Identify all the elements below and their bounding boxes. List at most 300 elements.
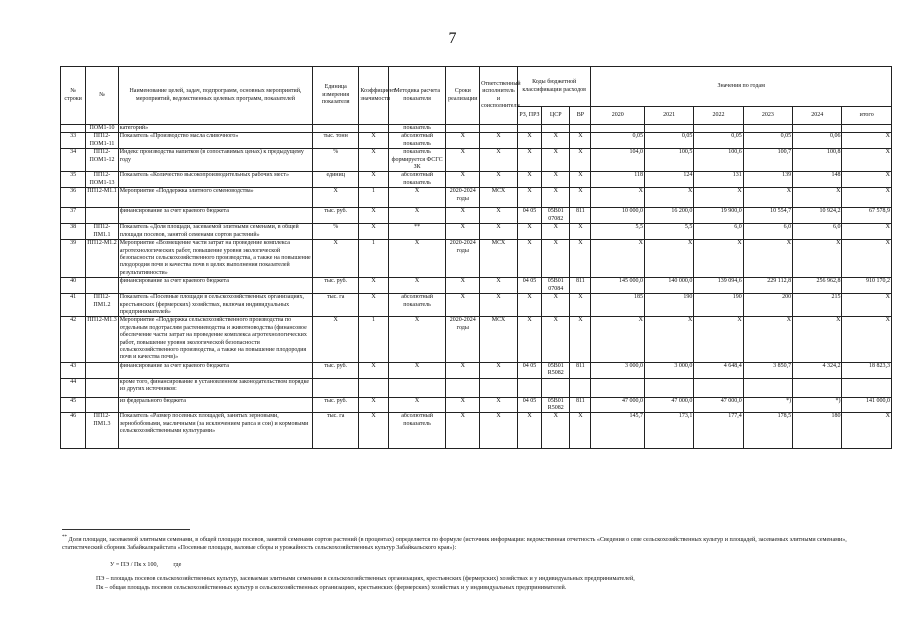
row-vr: X [570, 317, 591, 362]
row-unit: % [313, 149, 359, 172]
row-method: абсолютный показатель [388, 294, 446, 317]
row-csr: 05В01 R5082 [542, 397, 570, 413]
row-csr: 05В01 07084 [542, 278, 570, 294]
row-total: 910 170,2 [842, 278, 892, 294]
row-year-value: 215 [793, 294, 842, 317]
row-year-value: 178,5 [743, 413, 792, 449]
row-method: X [388, 240, 446, 278]
row-code: ПП12-ПМ1.1 [86, 224, 119, 240]
row-csr: X [542, 317, 570, 362]
row-year-value: 5,5 [591, 224, 645, 240]
table-row [61, 378, 892, 397]
row-total [842, 378, 892, 397]
row-rz: X [517, 172, 541, 188]
row-vr [570, 378, 591, 397]
row-method: абсолютный показатель [388, 413, 446, 449]
row-name: Мероприятие «Поддержка элитного семеноводства» [118, 188, 312, 208]
row-year-value: 190 [694, 294, 743, 317]
table-row [61, 172, 892, 188]
row-year-value: X [591, 188, 645, 208]
row-method: показатель [388, 125, 446, 133]
row-csr [542, 378, 570, 397]
row-unit: тыс. руб. [313, 208, 359, 224]
row-terms: X [446, 362, 480, 378]
table-row [61, 317, 892, 362]
row-vr: 811 [570, 208, 591, 224]
row-code: ПП12-ПОМ1-11 [86, 133, 119, 149]
row-year-value: 190 [645, 294, 694, 317]
row-vr: X [570, 133, 591, 149]
row-year-value [591, 378, 645, 397]
row-year-value [591, 125, 645, 133]
row-rz: X [517, 133, 541, 149]
row-terms: 2020-2024 годы [446, 317, 480, 362]
row-vr: X [570, 172, 591, 188]
row-year-value: X [645, 317, 694, 362]
footnote-separator [62, 529, 190, 530]
table-row [61, 278, 892, 294]
row-year-value: *) [743, 397, 792, 413]
row-year-value: 118 [591, 172, 645, 188]
row-name: финансирование за счет краевого бюджета [118, 208, 312, 224]
row-rz [517, 125, 541, 133]
row-csr: X [542, 172, 570, 188]
header-total: итого [842, 107, 892, 125]
row-terms: X [446, 294, 480, 317]
row-year-value [743, 378, 792, 397]
row-unit: X [313, 240, 359, 278]
footnote-mark: ** [62, 535, 67, 540]
table-row [61, 294, 892, 317]
row-year-value [645, 378, 694, 397]
row-year-value: 131 [694, 172, 743, 188]
row-responsible: МСХ [480, 317, 518, 362]
row-method: абсолютный показатель [388, 133, 446, 149]
row-vr: 811 [570, 397, 591, 413]
row-year-value: 6,0 [793, 224, 842, 240]
row-unit: тыс. га [313, 413, 359, 449]
row-terms: 2020-2024 годы [446, 240, 480, 278]
row-csr: X [542, 294, 570, 317]
row-rz: 04 05 [517, 397, 541, 413]
row-number: 34 [61, 149, 86, 172]
row-year-value: 104,0 [591, 149, 645, 172]
row-code: ПОМ1-10 [86, 125, 119, 133]
header-year: 2021 [645, 107, 694, 125]
row-year-value: X [743, 240, 792, 278]
row-year-value: 124 [645, 172, 694, 188]
header-responsible: Ответственный исполнитель и соисполнители [480, 67, 518, 125]
row-code: ПП12-ПМ1.2 [86, 294, 119, 317]
row-unit [313, 378, 359, 397]
row-responsible: X [480, 172, 518, 188]
row-total: X [842, 224, 892, 240]
row-code: ПП12-ПОМ1-13 [86, 172, 119, 188]
row-method: X [388, 362, 446, 378]
row-vr: 811 [570, 278, 591, 294]
row-method: X [388, 397, 446, 413]
row-rz: X [517, 294, 541, 317]
row-year-value: 4 648,4 [694, 362, 743, 378]
row-number: 36 [61, 188, 86, 208]
header-rownum: № строки [61, 67, 86, 125]
row-year-value: 6,0 [694, 224, 743, 240]
row-number: 43 [61, 362, 86, 378]
row-terms: 2020-2024 годы [446, 188, 480, 208]
row-rz: 04 05 [517, 208, 541, 224]
row-method: показатель формируется ФСГС ЗК [388, 149, 446, 172]
row-rz: X [517, 149, 541, 172]
row-rz: X [517, 240, 541, 278]
row-total: 18 823,3 [842, 362, 892, 378]
footnote-formula-where: где [173, 562, 182, 568]
row-year-value: 100,6 [694, 149, 743, 172]
row-rz: X [517, 413, 541, 449]
row-csr [542, 125, 570, 133]
row-vr: X [570, 240, 591, 278]
row-vr: X [570, 294, 591, 317]
row-year-value: 100,5 [645, 149, 694, 172]
row-name: категорий» [118, 125, 312, 133]
row-coefficient: X [359, 413, 388, 449]
row-total: X [842, 133, 892, 149]
table-row [61, 224, 892, 240]
row-year-value: X [793, 240, 842, 278]
row-code: ПП12-М1.3 [86, 317, 119, 362]
row-unit: тыс. тонн [313, 133, 359, 149]
row-number: 46 [61, 413, 86, 449]
table-row [61, 188, 892, 208]
row-year-value: 100,8 [793, 149, 842, 172]
row-total: X [842, 149, 892, 172]
row-year-value: 5,5 [645, 224, 694, 240]
row-year-value [645, 125, 694, 133]
row-coefficient: X [359, 294, 388, 317]
row-year-value: 200 [743, 294, 792, 317]
row-csr: X [542, 133, 570, 149]
row-total: X [842, 188, 892, 208]
row-method: абсолютный показатель [388, 172, 446, 188]
row-code [86, 397, 119, 413]
indicators-table [60, 66, 892, 449]
row-year-value: 47 000,0 [591, 397, 645, 413]
row-number: 35 [61, 172, 86, 188]
row-total: X [842, 317, 892, 362]
row-rz: X [517, 224, 541, 240]
row-year-value: 185 [591, 294, 645, 317]
row-year-value: 177,4 [694, 413, 743, 449]
row-coefficient: 1 [359, 240, 388, 278]
row-coefficient: X [359, 397, 388, 413]
row-total: 67 578,9 [842, 208, 892, 224]
row-unit: % [313, 224, 359, 240]
row-rz: X [517, 317, 541, 362]
row-coefficient: 1 [359, 317, 388, 362]
row-year-value: 3 000,0 [645, 362, 694, 378]
row-year-value: 180 [793, 413, 842, 449]
row-total: X [842, 172, 892, 188]
row-name: финансирование за счет краевого бюджета [118, 362, 312, 378]
header-terms: Сроки реализации [446, 67, 480, 125]
row-total [842, 125, 892, 133]
table-row [61, 413, 892, 449]
row-number: 41 [61, 294, 86, 317]
row-year-value: 256 962,8 [793, 278, 842, 294]
row-number: 37 [61, 208, 86, 224]
header-unit: Единица измерения показателя [313, 67, 359, 125]
row-vr: X [570, 188, 591, 208]
row-year-value: X [694, 317, 743, 362]
row-terms: X [446, 133, 480, 149]
row-responsible [480, 378, 518, 397]
row-code: ПП12-ПМ1.3 [86, 413, 119, 449]
row-year-value [694, 378, 743, 397]
row-code: ПП12-М1.2 [86, 240, 119, 278]
row-year-value: 19 900,0 [694, 208, 743, 224]
footnote-def-pe: ПЭ – площадь посевов сельскохозяйственных культур, засеваемая элитными семенами в сельскохозяйственных организациях, крестьянских (фермерских) хозяйствах и у индивидуальных предпринимателей, [96, 576, 635, 582]
row-terms [446, 378, 480, 397]
row-responsible: X [480, 397, 518, 413]
header-csr: ЦСР [542, 107, 570, 125]
row-unit: тыс. руб. [313, 278, 359, 294]
header-name: Наименование целей, задач, подпрограмм, основных мероприятий, мероприятий, ведомственных целевых программ, показателей [118, 67, 312, 125]
row-coefficient: X [359, 362, 388, 378]
header-budget-codes: Коды бюджетной классификации расходов [517, 67, 591, 107]
row-year-value: 16 200,0 [645, 208, 694, 224]
row-unit: X [313, 188, 359, 208]
row-number [61, 125, 86, 133]
row-responsible: X [480, 133, 518, 149]
row-name: Показатель «Количество высокопроизводительных рабочих мест» [118, 172, 312, 188]
row-method [388, 378, 446, 397]
row-year-value: 4 324,2 [793, 362, 842, 378]
row-coefficient: X [359, 149, 388, 172]
row-year-value: 0,05 [591, 133, 645, 149]
row-code [86, 362, 119, 378]
row-number: 42 [61, 317, 86, 362]
row-year-value [793, 378, 842, 397]
row-year-value: 3 000,0 [591, 362, 645, 378]
row-name: Показатель «Размер посевных площадей, занятых зерновыми, зернобобовыми, масличными (за исключением рапса и сои) и кормовыми сельскохозяйственными культурами» [118, 413, 312, 449]
row-year-value: 0,05 [694, 133, 743, 149]
table-row [61, 397, 892, 413]
row-vr: 811 [570, 362, 591, 378]
row-year-value: 139 [743, 172, 792, 188]
row-total: X [842, 294, 892, 317]
row-name: Мероприятие «Возмещение части затрат на проведение комплекса агротехнологических работ, повышение уровня экологической безопасности сельскохозяйственного производства, а также на повышение плодородия почв и качества почв в целях выполнения показателей результативности» [119, 240, 311, 276]
row-method: X [388, 208, 446, 224]
row-terms: X [446, 208, 480, 224]
row-coefficient: X [359, 133, 388, 149]
row-responsible: МСХ [480, 240, 518, 278]
row-number: 44 [61, 378, 86, 397]
row-year-value: X [645, 188, 694, 208]
row-code [86, 208, 119, 224]
row-csr: 05В01 07082 [542, 208, 570, 224]
row-vr: X [570, 413, 591, 449]
row-method: ** [388, 224, 446, 240]
row-year-value: 145,7 [591, 413, 645, 449]
row-responsible: X [480, 224, 518, 240]
row-code: ПП12-ПОМ1-12 [86, 149, 119, 172]
table-row [61, 149, 892, 172]
row-coefficient: 1 [359, 188, 388, 208]
row-responsible: МСХ [480, 188, 518, 208]
row-method: X [388, 188, 446, 208]
row-total: X [842, 240, 892, 278]
table-row [61, 240, 892, 278]
footnote-text: Доля площади, засеваемой элитными семенами, в общей площади посевов, занятой семенами сортов растений (в процентах) определяется по формуле (источник информации: ведомственная отчетность «Сведения о севе сельскохозяйственных культур и площадей, засеваемых элитными семенами», статистический сборник Забайкалкрайстата «Посевные площади, валовые сборы и урожайность сельскохозяйственных культур Забайкальского края»): [62, 537, 847, 552]
row-rz: 04 05 [517, 278, 541, 294]
row-name: из федерального бюджета [118, 397, 312, 413]
header-values-by-year: Значения по годам [591, 67, 892, 107]
header-vr: ВР [570, 107, 591, 125]
page-number: 7 [448, 30, 457, 47]
row-unit: тыс. руб. [313, 397, 359, 413]
header-coef: Коэффициент значимости [359, 67, 388, 125]
row-unit: единиц [313, 172, 359, 188]
header-code: № [86, 67, 119, 125]
row-vr: X [570, 224, 591, 240]
row-year-value: 229 112,8 [743, 278, 792, 294]
header-method: Методика расчета показателя [388, 67, 446, 125]
row-unit [313, 125, 359, 133]
row-terms: X [446, 413, 480, 449]
row-responsible: X [480, 362, 518, 378]
row-year-value: 10 554,7 [743, 208, 792, 224]
row-year-value: 100,7 [743, 149, 792, 172]
row-code [86, 378, 119, 397]
row-code [86, 278, 119, 294]
row-vr: X [570, 149, 591, 172]
row-total: X [842, 413, 892, 449]
row-coefficient: X [359, 224, 388, 240]
row-responsible: X [480, 149, 518, 172]
table-body [61, 125, 892, 449]
row-year-value: 140 000,0 [645, 278, 694, 294]
row-year-value: X [743, 317, 792, 362]
row-number: 33 [61, 133, 86, 149]
row-year-value: 139 094,6 [694, 278, 743, 294]
row-terms [446, 125, 480, 133]
row-responsible: X [480, 294, 518, 317]
row-csr: X [542, 240, 570, 278]
row-year-value: X [645, 240, 694, 278]
row-year-value: X [793, 317, 842, 362]
row-year-value: 0,06 [793, 133, 842, 149]
header-rz: РЗ, ПРЗ [517, 107, 541, 125]
row-terms: X [446, 172, 480, 188]
row-year-value: X [743, 188, 792, 208]
footnote-main [62, 534, 872, 552]
row-rz: X [517, 188, 541, 208]
table-row [61, 362, 892, 378]
row-number: 38 [61, 224, 86, 240]
row-year-value: X [591, 240, 645, 278]
row-year-value [743, 125, 792, 133]
row-name: Показатель «Доля площади, засеваемой элитными семенами, в общей площади посевов, занятой семенами сортов растений» [118, 224, 312, 240]
row-unit: тыс. руб. [313, 362, 359, 378]
row-csr: X [542, 149, 570, 172]
row-year-value: 0,05 [645, 133, 694, 149]
row-method: X [388, 278, 446, 294]
row-csr: 05В01 R5082 [542, 362, 570, 378]
row-rz: 04 05 [517, 362, 541, 378]
footnote-def-pk: Пк – общая площадь посевов сельскохозяйственных культур в сельскохозяйственных организациях, крестьянских (фермерских) хозяйствах и у индивидуальных предпринимателей. [96, 585, 567, 591]
row-name: Мероприятие «Поддержка сельскохозяйственного производства по отдельным подотраслям растениеводства и животноводства (финансовое обеспечение части затрат на проведение комплекса агротехнологических работ, повышение уровня экологической безопасности сельскохозяйственного производства, а также на повышение плодородия почв и качества почв)» [118, 317, 312, 362]
row-name: Показатель «Посевные площади в сельскохозяйственных организациях, крестьянских (фермерских) хозяйствах, включая индивидуальных предпринимателей» [118, 294, 312, 317]
header-year: 2022 [694, 107, 743, 125]
footnote-formula-line [110, 561, 920, 569]
row-number: 40 [61, 278, 86, 294]
row-name: Показатель «Производство масла сливочного» [118, 133, 312, 149]
row-number: 39 [61, 240, 86, 278]
row-coefficient [359, 378, 388, 397]
row-year-value: X [591, 317, 645, 362]
header-year: 2024 [793, 107, 842, 125]
table-row [61, 208, 892, 224]
row-year-value: X [694, 188, 743, 208]
row-responsible [480, 125, 518, 133]
row-year-value: 173,1 [645, 413, 694, 449]
row-terms: X [446, 278, 480, 294]
row-year-value: 148 [793, 172, 842, 188]
row-vr [570, 125, 591, 133]
row-year-value: 145 000,0 [591, 278, 645, 294]
row-responsible: X [480, 278, 518, 294]
row-code: ПП12-М1.1 [86, 188, 119, 208]
row-year-value: 10 924,2 [793, 208, 842, 224]
row-year-value: 47 000,0 [694, 397, 743, 413]
row-name: кроме того, финансирование в установленном законодательством порядке из других источников: [118, 378, 312, 397]
row-unit: тыс. га [313, 294, 359, 317]
row-coefficient: X [359, 278, 388, 294]
row-year-value: 3 850,7 [743, 362, 792, 378]
row-year-value: 47 000,0 [645, 397, 694, 413]
row-csr: X [542, 413, 570, 449]
row-method: X [388, 317, 446, 362]
row-year-value: X [694, 240, 743, 278]
row-year-value [694, 125, 743, 133]
row-name: Индекс производства напитков (в сопоставимых ценах) к предыдущему году [118, 149, 312, 172]
footnote-formula: У = ПЭ / Пк х 100, [110, 562, 159, 568]
row-year-value [793, 125, 842, 133]
header-year: 2020 [591, 107, 645, 125]
row-unit: X [313, 317, 359, 362]
header-year: 2023 [743, 107, 792, 125]
row-year-value: 10 000,0 [591, 208, 645, 224]
row-name: финансирование за счет краевого бюджета [118, 278, 312, 294]
row-csr: X [542, 224, 570, 240]
row-total: 141 000,0 [842, 397, 892, 413]
row-year-value: X [793, 188, 842, 208]
table-row [61, 125, 892, 133]
row-responsible: X [480, 208, 518, 224]
row-terms: X [446, 224, 480, 240]
row-responsible: X [480, 413, 518, 449]
row-year-value: 6,0 [743, 224, 792, 240]
row-rz [517, 378, 541, 397]
row-coefficient: X [359, 172, 388, 188]
row-year-value: *) [793, 397, 842, 413]
row-terms: X [446, 397, 480, 413]
row-coefficient: X [359, 208, 388, 224]
row-year-value: 0,05 [743, 133, 792, 149]
table-row [61, 133, 892, 149]
row-terms: X [446, 149, 480, 172]
row-number: 45 [61, 397, 86, 413]
row-coefficient [359, 125, 388, 133]
